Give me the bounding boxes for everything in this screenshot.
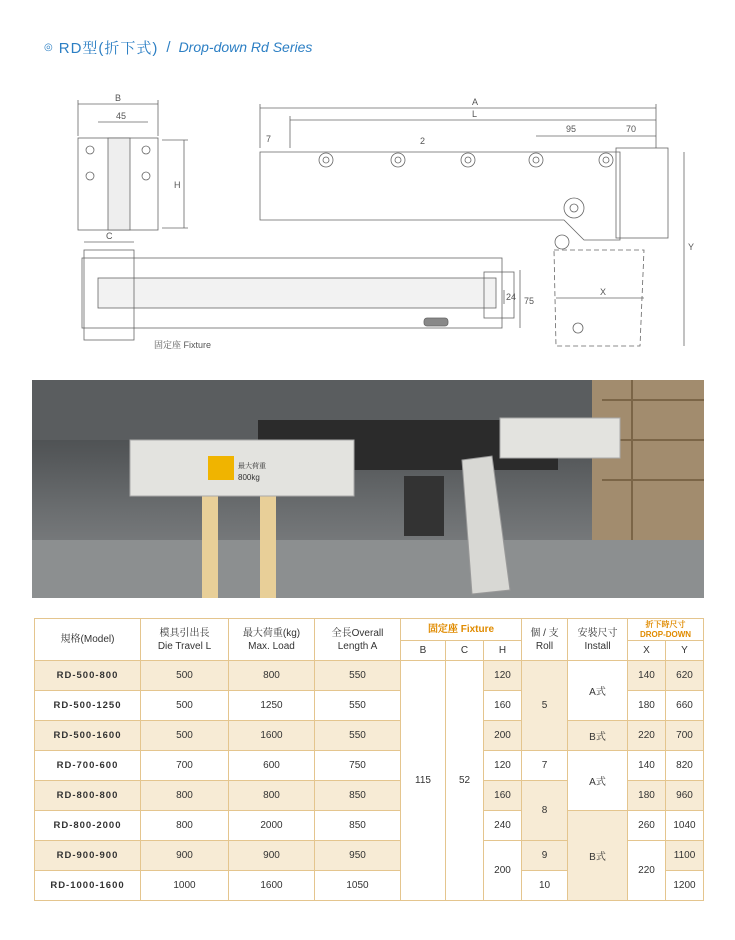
dim-7-label: 7	[266, 134, 272, 144]
cell-model: RD-700-600	[35, 751, 141, 781]
cell-travel: 700	[141, 751, 229, 781]
cell-model: RD-1000-1600	[35, 871, 141, 901]
cell-travel: 1000	[141, 871, 229, 901]
cell-drop-x: 220	[628, 721, 666, 751]
dim-a-label: A	[472, 97, 479, 107]
cell-load: 1250	[229, 691, 315, 721]
header-fixture-h: H	[484, 641, 522, 661]
cell-fixture-b: 115	[401, 661, 446, 901]
header-fixture: 固定座 Fixture	[401, 619, 522, 641]
cell-model: RD-800-800	[35, 781, 141, 811]
dim-b-label: B	[115, 93, 122, 103]
header-drop-y: Y	[666, 641, 704, 661]
cell-fixture-h: 120	[484, 751, 522, 781]
cell-load: 1600	[229, 721, 315, 751]
cell-load: 2000	[229, 811, 315, 841]
cell-install: A式	[568, 661, 628, 721]
dim-y-label: Y	[688, 242, 695, 252]
side-view-arm	[260, 152, 620, 240]
header-fixture-b: B	[401, 641, 446, 661]
title-cn: RD型(折下式)	[58, 39, 159, 57]
header-drop-down: 折下時尺寸 DROP-DOWN	[628, 619, 704, 641]
cell-roll: 5	[522, 661, 568, 751]
product-photo-art	[32, 380, 704, 598]
cell-drop-y: 820	[666, 751, 704, 781]
cell-travel: 800	[141, 811, 229, 841]
page-header	[44, 36, 312, 58]
dim-24-label: 24	[506, 292, 517, 302]
cell-length: 1050	[315, 871, 401, 901]
header-model: 規格(Model)	[35, 619, 141, 661]
cell-roll: 8	[522, 781, 568, 841]
cell-fixture-h: 160	[484, 781, 522, 811]
cell-drop-x: 220	[628, 841, 666, 901]
cell-travel: 500	[141, 661, 229, 691]
cell-model: RD-800-2000	[35, 811, 141, 841]
cell-length: 850	[315, 781, 401, 811]
header-length: 全長Overall Length A	[315, 619, 401, 661]
drawing-svg	[44, 90, 704, 360]
photo-load-label: 最大荷重	[238, 463, 266, 470]
cell-drop-y: 660	[666, 691, 704, 721]
cell-load: 900	[229, 841, 315, 871]
cell-length: 550	[315, 691, 401, 721]
title-separator: /	[166, 38, 171, 56]
dim-2-label: 2	[420, 136, 426, 146]
table-row	[35, 721, 704, 751]
cell-travel: 500	[141, 691, 229, 721]
photo-load-value: 800kg	[238, 473, 260, 482]
dim-c-label: C	[106, 231, 113, 241]
cell-drop-y: 960	[666, 781, 704, 811]
cell-install: A式	[568, 751, 628, 811]
cell-travel: 500	[141, 721, 229, 751]
cell-travel: 900	[141, 841, 229, 871]
technical-drawing	[44, 90, 704, 360]
cell-length: 850	[315, 811, 401, 841]
cell-travel: 800	[141, 781, 229, 811]
cell-roll: 10	[522, 871, 568, 901]
cell-length: 550	[315, 721, 401, 751]
cell-drop-y: 1040	[666, 811, 704, 841]
dim-95-label: 95	[566, 124, 577, 134]
product-photo	[32, 380, 704, 598]
header-drop-x: X	[628, 641, 666, 661]
cell-model: RD-500-1250	[35, 691, 141, 721]
header-fixture-c: C	[446, 641, 484, 661]
cell-fixture-h: 200	[484, 721, 522, 751]
cell-drop-y: 700	[666, 721, 704, 751]
cell-length: 750	[315, 751, 401, 781]
cell-drop-x: 180	[628, 781, 666, 811]
table-row	[35, 751, 704, 781]
dim-x-label: X	[600, 287, 607, 297]
cell-drop-x: 140	[628, 751, 666, 781]
cell-model: RD-900-900	[35, 841, 141, 871]
cell-fixture-h: 240	[484, 811, 522, 841]
cell-install: B式	[568, 721, 628, 751]
table-row	[35, 661, 704, 691]
header-travel: 模具引出長 Die Travel L	[141, 619, 229, 661]
cell-model: RD-500-1600	[35, 721, 141, 751]
dim-h-label: H	[174, 180, 181, 190]
cell-length: 550	[315, 661, 401, 691]
cell-drop-x: 140	[628, 661, 666, 691]
cell-fixture-h: 160	[484, 691, 522, 721]
cell-drop-x: 180	[628, 691, 666, 721]
dim-70-label: 70	[626, 124, 637, 134]
cell-fixture-c: 52	[446, 661, 484, 901]
cell-roll: 9	[522, 841, 568, 871]
cell-length: 950	[315, 841, 401, 871]
bullet-icon: ◎	[44, 41, 53, 53]
table-row	[35, 811, 704, 841]
cell-roll: 7	[522, 751, 568, 781]
cell-drop-y: 1100	[666, 841, 704, 871]
header-install: 安裝尺寸 Install	[568, 619, 628, 661]
dim-75-label: 75	[524, 296, 535, 306]
title-en: Drop-down Rd Series	[178, 39, 313, 55]
spec-table	[34, 618, 704, 901]
cell-drop-y: 620	[666, 661, 704, 691]
cell-fixture-h: 200	[484, 841, 522, 901]
dim-45-label: 45	[116, 111, 127, 121]
fixture-label: 固定座 Fixture	[154, 340, 212, 350]
header-roll: 個 / 支 Roll	[522, 619, 568, 661]
cell-load: 1600	[229, 871, 315, 901]
cell-drop-y: 1200	[666, 871, 704, 901]
cell-drop-x: 260	[628, 811, 666, 841]
cell-fixture-h: 120	[484, 661, 522, 691]
dim-l-label: L	[472, 109, 478, 119]
header-load: 最大荷重(kg) Max. Load	[229, 619, 315, 661]
cell-model: RD-500-800	[35, 661, 141, 691]
cell-load: 800	[229, 781, 315, 811]
cell-load: 800	[229, 661, 315, 691]
cell-load: 600	[229, 751, 315, 781]
cell-install: B式	[568, 811, 628, 901]
